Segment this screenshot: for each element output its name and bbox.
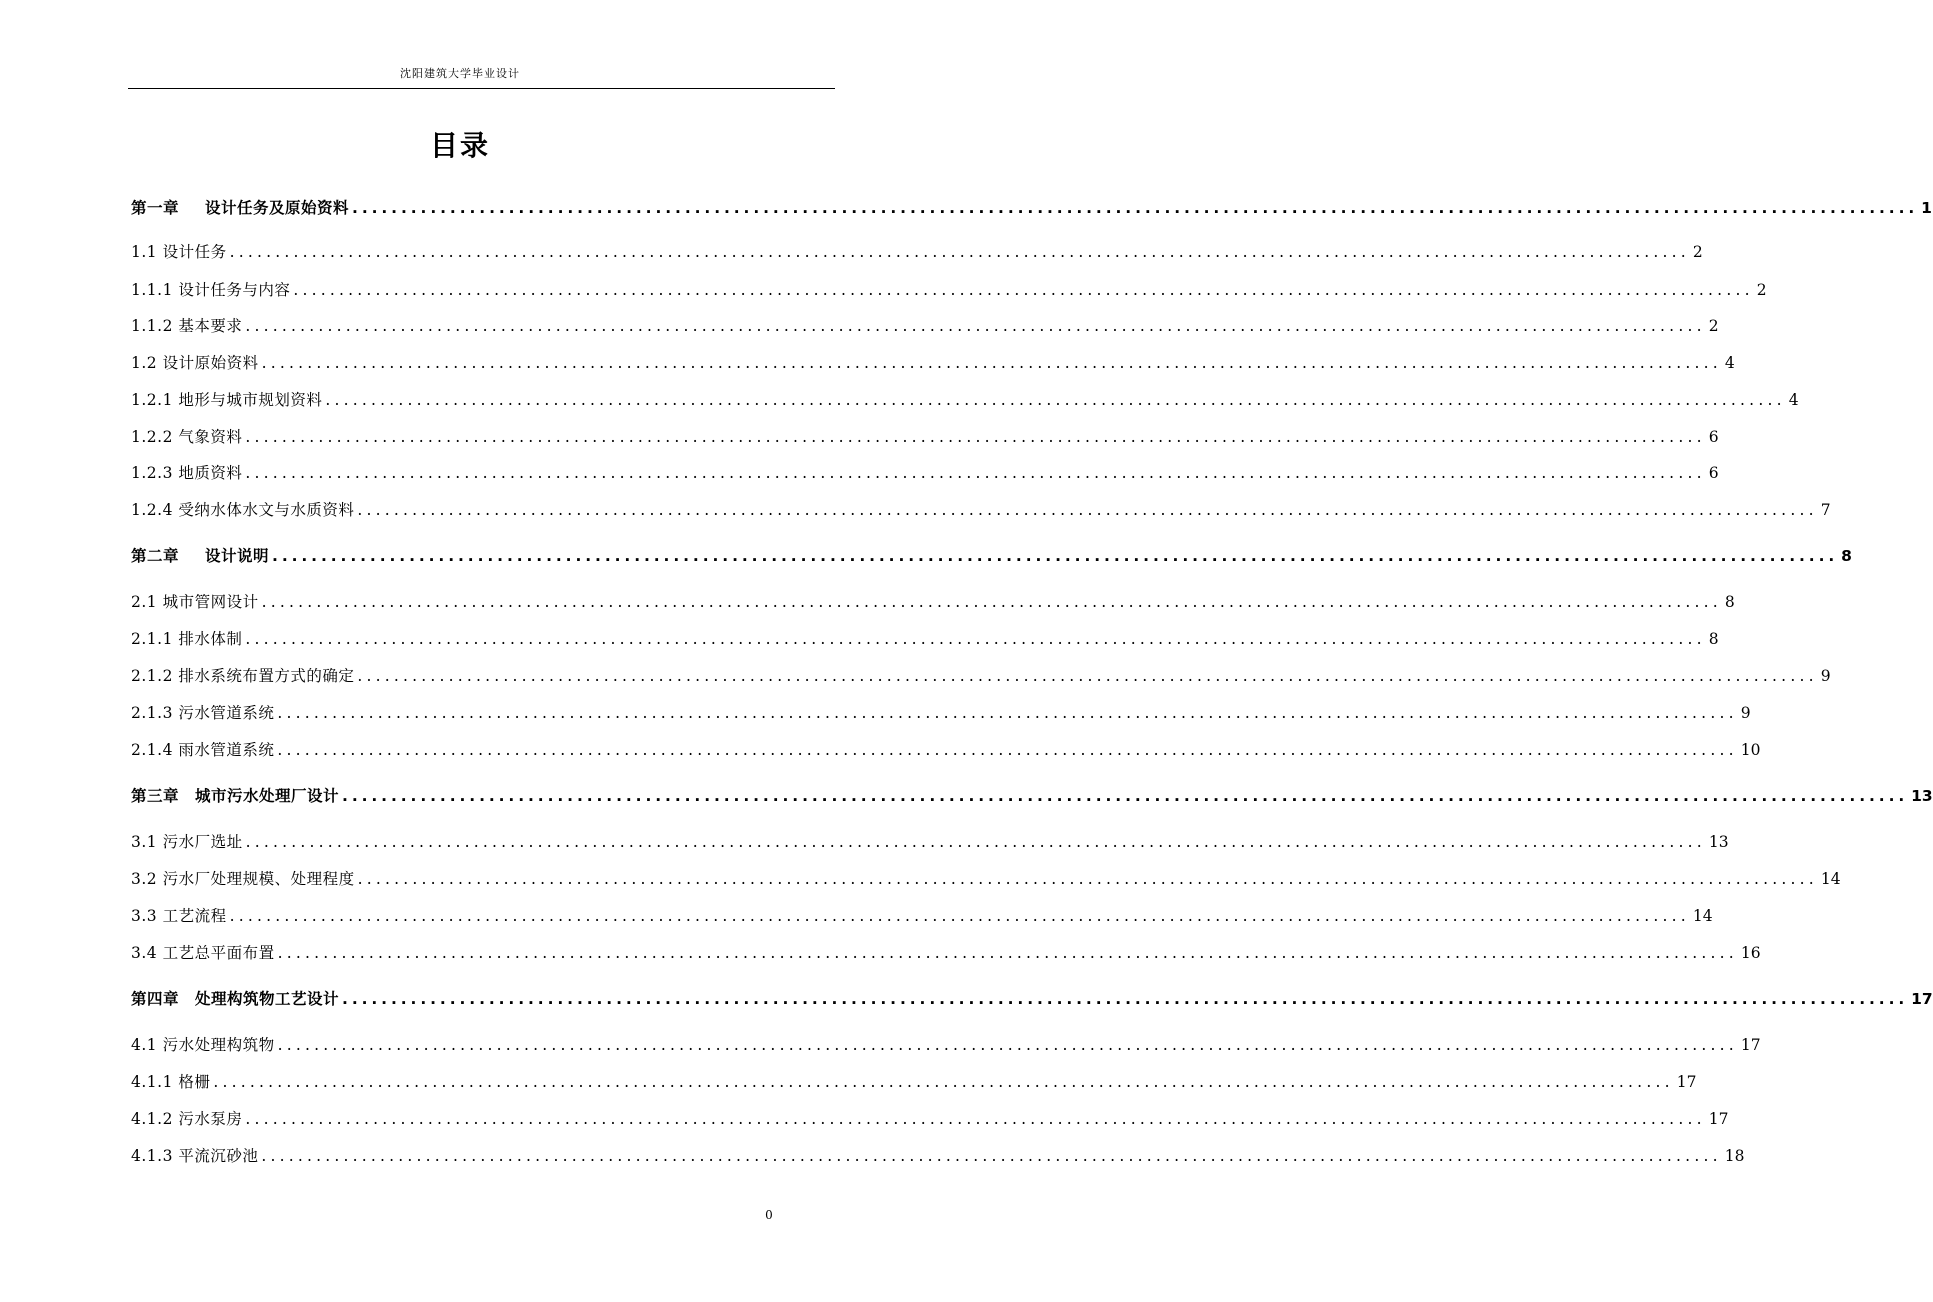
toc-section-entry[interactable] bbox=[131, 941, 1761, 965]
toc-entry-title: 2.1.3 污水管道系统 bbox=[131, 704, 275, 722]
toc-entry-title: 处理构筑物工艺设计 bbox=[195, 990, 340, 1008]
toc-entry-label bbox=[131, 904, 227, 926]
toc-dot-leader: ................................................................................................................................................................ bbox=[325, 391, 1786, 409]
toc-entry-title: 3.4 工艺总平面布置 bbox=[131, 944, 275, 962]
toc-section-entry[interactable] bbox=[131, 867, 1841, 891]
toc-entry-label bbox=[131, 784, 339, 806]
toc-entry-label bbox=[131, 1107, 242, 1129]
toc-chapter-entry[interactable] bbox=[131, 784, 1933, 808]
toc-entry-title: 1.1 设计任务 bbox=[131, 243, 227, 261]
toc-dot-leader: ................................................................................................................................................................ bbox=[357, 501, 1818, 519]
toc-entry-label bbox=[131, 590, 259, 612]
toc-entry-title: 2.1.4 雨水管道系统 bbox=[131, 741, 275, 759]
toc-entry-label bbox=[131, 1144, 258, 1166]
toc-entry-title: 3.1 污水厂选址 bbox=[131, 833, 243, 851]
toc-chapter-number: 第三章 bbox=[131, 787, 180, 805]
toc-dot-leader: ................................................................................................................................................................ bbox=[352, 199, 1919, 217]
toc-page-number: 2 bbox=[1692, 243, 1703, 261]
toc-dot-leader: ................................................................................................................................................................ bbox=[277, 704, 1738, 722]
toc-section-entry[interactable] bbox=[131, 425, 1719, 449]
toc-dot-leader: ................................................................................................................................................................ bbox=[261, 354, 1722, 372]
toc-entry-label bbox=[131, 830, 243, 852]
toc-entry-title: 城市污水处理厂设计 bbox=[195, 787, 340, 805]
toc-dot-leader: ................................................................................................................................................................ bbox=[245, 1110, 1706, 1128]
toc-dot-leader: ................................................................................................................................................................ bbox=[245, 833, 1706, 851]
toc-entry-title: 2.1 城市管网设计 bbox=[131, 593, 259, 611]
toc-entry-title: 1.1.1 设计任务与内容 bbox=[131, 281, 291, 299]
toc-entry-title: 4.1.3 平流沉砂池 bbox=[131, 1147, 259, 1165]
toc-entry-label bbox=[131, 987, 339, 1009]
toc-chapter-number: 第二章 bbox=[131, 547, 180, 565]
toc-dot-leader: ................................................................................................................................................................ bbox=[261, 1147, 1722, 1165]
toc-section-entry[interactable] bbox=[131, 314, 1719, 338]
toc-entry-label bbox=[131, 941, 275, 963]
toc-entry-label bbox=[131, 867, 355, 889]
toc-entry-title: 3.2 污水厂处理规模、处理程度 bbox=[131, 870, 355, 888]
toc-dot-leader: ................................................................................................................................................................ bbox=[261, 593, 1722, 611]
toc-entry-title: 1.2.1 地形与城市规划资料 bbox=[131, 391, 323, 409]
toc-section-entry[interactable] bbox=[131, 240, 1703, 264]
toc-entry-title: 2.1.2 排水系统布置方式的确定 bbox=[131, 667, 355, 685]
toc-page-number: 8 bbox=[1841, 547, 1852, 565]
toc-entry-label bbox=[131, 196, 349, 218]
toc-section-entry[interactable] bbox=[131, 1070, 1697, 1094]
toc-entry-title: 4.1 污水处理构筑物 bbox=[131, 1036, 275, 1054]
toc-dot-leader: ................................................................................................................................................................ bbox=[229, 907, 1690, 925]
footer-page-number: 0 bbox=[765, 1208, 773, 1222]
toc-entry-label bbox=[131, 278, 290, 300]
toc-entry-label bbox=[131, 240, 227, 262]
toc-page-number: 4 bbox=[1724, 354, 1735, 372]
toc-dot-leader: ................................................................................................................................................................ bbox=[272, 547, 1839, 565]
toc-entry-title: 1.2 设计原始资料 bbox=[131, 354, 259, 372]
toc-entry-title: 4.1.1 格栅 bbox=[131, 1073, 211, 1091]
toc-section-entry[interactable] bbox=[131, 701, 1751, 725]
toc-entry-title: 1.2.3 地质资料 bbox=[131, 464, 243, 482]
toc-section-entry[interactable] bbox=[131, 1144, 1745, 1168]
toc-entry-label bbox=[131, 701, 274, 723]
toc-chapter-entry[interactable] bbox=[131, 544, 1852, 568]
toc-entry-label bbox=[131, 388, 322, 410]
toc-entry-title: 1.1.2 基本要求 bbox=[131, 317, 243, 335]
toc-page-number: 6 bbox=[1708, 464, 1719, 482]
toc-entry-label bbox=[131, 425, 242, 447]
toc-dot-leader: ................................................................................................................................................................ bbox=[293, 281, 1754, 299]
toc-page-number: 17 bbox=[1911, 990, 1933, 1008]
toc-entry-label bbox=[131, 1070, 210, 1092]
toc-section-entry[interactable] bbox=[131, 1107, 1729, 1131]
toc-section-entry[interactable] bbox=[131, 351, 1735, 375]
toc-page-number: 13 bbox=[1911, 787, 1933, 805]
toc-dot-leader: ................................................................................................................................................................ bbox=[245, 630, 1706, 648]
toc-page-number: 17 bbox=[1740, 1036, 1761, 1054]
toc-page-number: 8 bbox=[1708, 630, 1719, 648]
toc-section-entry[interactable] bbox=[131, 1033, 1761, 1057]
toc-dot-leader: ................................................................................................................................................................ bbox=[357, 667, 1818, 685]
toc-entry-label bbox=[131, 351, 259, 373]
toc-page-number: 13 bbox=[1708, 833, 1729, 851]
toc-dot-leader: ................................................................................................................................................................ bbox=[277, 741, 1738, 759]
toc-entry-label bbox=[131, 314, 242, 336]
toc-page-number: 8 bbox=[1724, 593, 1735, 611]
toc-section-entry[interactable] bbox=[131, 278, 1767, 302]
toc-dot-leader: ................................................................................................................................................................ bbox=[357, 870, 1818, 888]
toc-page-number: 4 bbox=[1788, 391, 1799, 409]
toc-entry-label bbox=[131, 544, 269, 566]
toc-page-number: 9 bbox=[1820, 667, 1831, 685]
toc-entry-title: 设计说明 bbox=[205, 547, 270, 565]
toc-entry-label bbox=[131, 461, 242, 483]
toc-entry-title: 设计任务及原始资料 bbox=[205, 199, 350, 217]
toc-page-number: 2 bbox=[1756, 281, 1767, 299]
toc-dot-leader: ................................................................................................................................................................ bbox=[213, 1073, 1674, 1091]
toc-page-number: 6 bbox=[1708, 428, 1719, 446]
toc-dot-leader: ................................................................................................................................................................ bbox=[277, 1036, 1738, 1054]
toc-dot-leader: ................................................................................................................................................................ bbox=[245, 428, 1706, 446]
toc-page-number: 1 bbox=[1921, 199, 1932, 217]
toc-section-entry[interactable] bbox=[131, 388, 1799, 412]
toc-entry-title: 1.2.4 受纳水体水文与水质资料 bbox=[131, 501, 355, 519]
toc-entry-label bbox=[131, 664, 354, 686]
toc-dot-leader: ................................................................................................................................................................ bbox=[342, 787, 1909, 805]
toc-section-entry[interactable] bbox=[131, 461, 1719, 485]
toc-entry-label bbox=[131, 627, 242, 649]
toc-dot-leader: ................................................................................................................................................................ bbox=[229, 243, 1690, 261]
toc-section-entry[interactable] bbox=[131, 664, 1831, 688]
toc-section-entry[interactable] bbox=[131, 904, 1713, 928]
toc-section-entry[interactable] bbox=[131, 627, 1719, 651]
toc-entry-label bbox=[131, 1033, 275, 1055]
toc-chapter-number: 第四章 bbox=[131, 990, 180, 1008]
toc-dot-leader: ................................................................................................................................................................ bbox=[245, 317, 1706, 335]
toc-title: 目录 bbox=[429, 129, 490, 162]
toc-entry-title: 1.2.2 气象资料 bbox=[131, 428, 243, 446]
toc-entry-label bbox=[131, 498, 354, 520]
toc-page-number: 14 bbox=[1820, 870, 1841, 888]
toc-dot-leader: ................................................................................................................................................................ bbox=[342, 990, 1909, 1008]
toc-page-number: 9 bbox=[1740, 704, 1751, 722]
toc-entry-label bbox=[131, 738, 274, 760]
toc-section-entry[interactable] bbox=[131, 590, 1735, 614]
toc-page-number: 17 bbox=[1708, 1110, 1729, 1128]
toc-section-entry[interactable] bbox=[131, 738, 1761, 762]
toc-entry-title: 3.3 工艺流程 bbox=[131, 907, 227, 925]
running-header: 沈阳建筑大学毕业设计 bbox=[400, 67, 520, 80]
toc-dot-leader: ................................................................................................................................................................ bbox=[277, 944, 1738, 962]
toc-section-entry[interactable] bbox=[131, 830, 1729, 854]
toc-entry-title: 4.1.2 污水泵房 bbox=[131, 1110, 243, 1128]
toc-page-number: 16 bbox=[1740, 944, 1761, 962]
toc-page-number: 2 bbox=[1708, 317, 1719, 335]
toc-page-number: 7 bbox=[1820, 501, 1831, 519]
toc-dot-leader: ................................................................................................................................................................ bbox=[245, 464, 1706, 482]
toc-entry-title: 2.1.1 排水体制 bbox=[131, 630, 243, 648]
toc-chapter-entry[interactable] bbox=[131, 196, 1932, 220]
toc-chapter-entry[interactable] bbox=[131, 987, 1933, 1011]
toc-page-number: 18 bbox=[1724, 1147, 1745, 1165]
toc-section-entry[interactable] bbox=[131, 498, 1831, 522]
toc-page-number: 17 bbox=[1676, 1073, 1697, 1091]
toc-page-number: 10 bbox=[1740, 741, 1761, 759]
toc-page-number: 14 bbox=[1692, 907, 1713, 925]
header-rule bbox=[128, 88, 835, 89]
toc-chapter-number: 第一章 bbox=[131, 199, 180, 217]
